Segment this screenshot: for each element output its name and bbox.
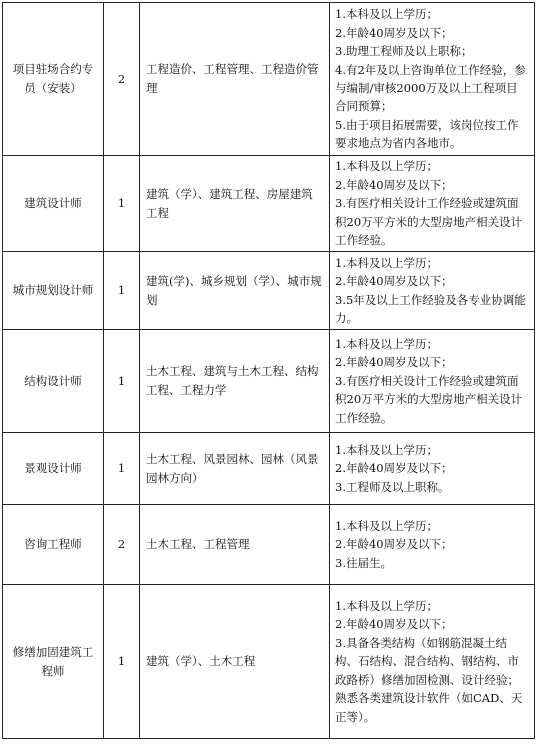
count-cell: 1	[104, 585, 140, 739]
major-cell: 土木工程、风景园林、园林（风景园林方向）	[140, 433, 330, 505]
requirements-cell	[330, 3, 535, 156]
major-cell: 工程造价、工程管理、工程造价管理	[140, 3, 330, 156]
requirements-cell	[330, 505, 535, 585]
table-row	[3, 505, 535, 585]
requirement-line: 2.年龄40周岁及以下；	[335, 355, 453, 370]
requirement-line: 3.具备各类结构（如钢筋混凝土结构、石结构、混合结构、钢结构、市政路桥）修缮加固检测、设计经验；熟悉各类建筑设计软件（如CAD、天正等）。	[335, 635, 523, 724]
position-cell: 咨询工程师	[3, 505, 104, 585]
requirements-cell	[330, 252, 535, 330]
requirement-line: 1.本科及以上学历；	[335, 442, 438, 457]
requirement-line: 3.工程师及以上职称。	[335, 479, 450, 494]
table-row	[3, 252, 535, 330]
requirements-cell	[330, 156, 535, 252]
requirement-line: 3.往届生。	[335, 555, 392, 570]
requirement-line: 4.有2年及以上咨询单位工作经验，参与编制/审核2000万及以上工程项目合同预算；	[335, 62, 526, 114]
major-cell: 土木工程、建筑与土木工程、结构工程、工程力学	[140, 330, 330, 433]
requirements-cell	[330, 330, 535, 433]
count-cell: 2	[104, 505, 140, 585]
position-cell: 结构设计师	[3, 330, 104, 433]
requirement-line: 2.年龄40周岁及以下；	[335, 177, 453, 192]
position-cell: 修缮加固建筑工程师	[3, 585, 104, 739]
count-cell: 1	[104, 433, 140, 505]
position-cell: 建筑设计师	[3, 156, 104, 252]
position-cell: 项目驻场合约专员（安装）	[3, 3, 104, 156]
requirement-line: 3.助理工程师及以上职称；	[335, 44, 473, 59]
major-cell: 建筑（学）、建筑工程、房屋建筑工程	[140, 156, 330, 252]
table-row	[3, 330, 535, 433]
requirement-line: 1.本科及以上学历；	[335, 518, 438, 533]
requirement-line: 2.年龄40周岁及以下；	[335, 274, 453, 289]
count-cell: 2	[104, 3, 140, 156]
job-table-body	[3, 3, 535, 739]
requirements-cell	[330, 585, 535, 739]
requirement-line: 1.本科及以上学历；	[335, 7, 438, 22]
requirement-line: 1.本科及以上学历；	[335, 599, 438, 614]
requirement-line: 2.年龄40周岁及以下；	[335, 461, 453, 476]
position-cell: 景观设计师	[3, 433, 104, 505]
table-row	[3, 3, 535, 156]
table-row	[3, 585, 535, 739]
major-cell: 建筑(学)、城乡规划（学）、城市规划	[140, 252, 330, 330]
requirement-line: 5.由于项目拓展需要，该岗位按工作要求地点为省内各地市。	[335, 117, 519, 151]
major-cell: 土木工程、工程管理	[140, 505, 330, 585]
requirement-line: 1.本科及以上学历；	[335, 255, 438, 270]
major-cell: 建筑（学）、土木工程	[140, 585, 330, 739]
count-cell: 1	[104, 156, 140, 252]
requirement-line: 2.年龄40周岁及以下；	[335, 537, 453, 552]
requirement-line: 3.有医疗相关设计工作经验或建筑面积20万平方米的大型房地产相关设计工作经验。	[335, 373, 523, 425]
count-cell: 1	[104, 330, 140, 433]
requirement-line: 2.年龄40周岁及以下；	[335, 617, 453, 632]
requirement-line: 2.年龄40周岁及以下；	[335, 25, 453, 40]
requirement-line: 1.本科及以上学历；	[335, 336, 438, 351]
requirements-cell	[330, 433, 535, 505]
count-cell: 1	[104, 252, 140, 330]
table-row	[3, 156, 535, 252]
position-cell: 城市规划设计师	[3, 252, 104, 330]
requirement-line: 3.5年及以上工作经验及各专业协调能力。	[335, 292, 526, 325]
requirement-line: 1.本科及以上学历；	[335, 159, 438, 174]
job-table	[2, 2, 535, 739]
requirement-line: 3.有医疗相关设计工作经验或建筑面积20万平方米的大型房地产相关设计工作经验。	[335, 196, 523, 248]
table-row	[3, 433, 535, 505]
